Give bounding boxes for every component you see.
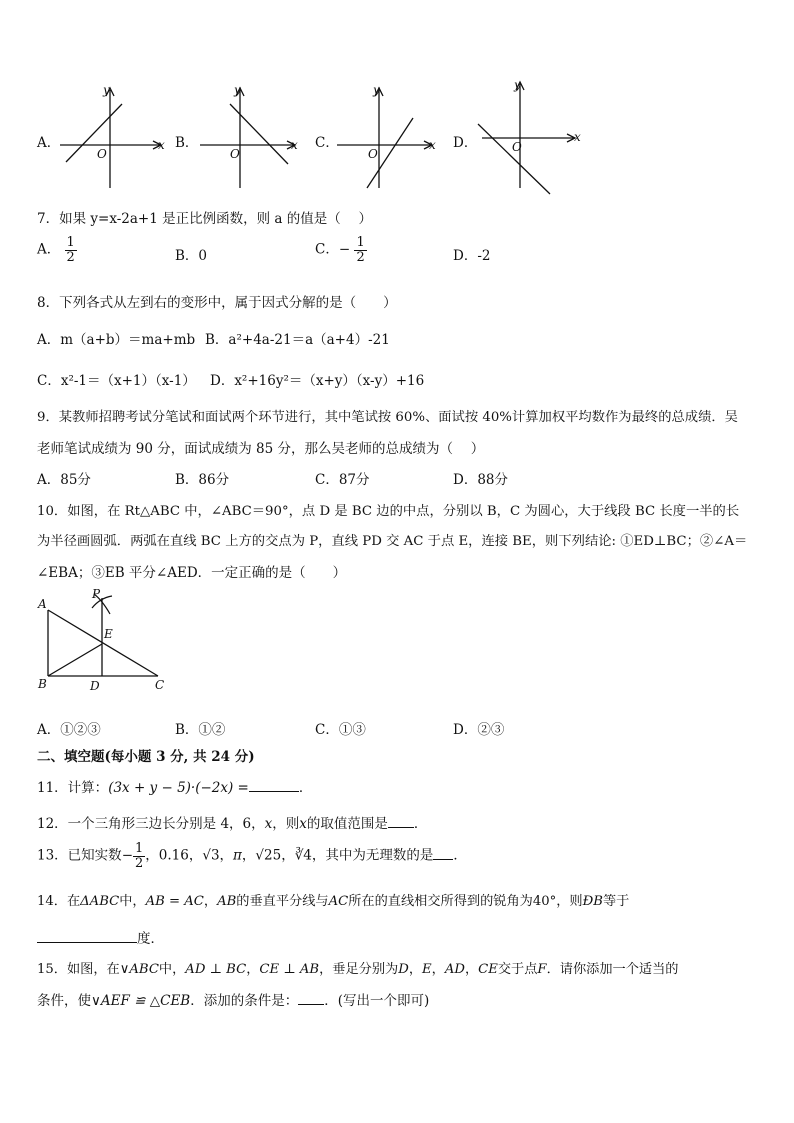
q6-graph-d <box>474 76 584 196</box>
q6-option-a-letter: A． <box>37 135 61 151</box>
q13-fraction: $\frac{1}{2}$ <box>135 841 144 871</box>
q6-option-c-letter: C． <box>315 135 339 151</box>
segment-be <box>48 644 102 676</box>
q15-line-2: 条件，使∨AEF ≌ △CEB．添加的条件是： ．(写出一个即可) <box>37 993 430 1009</box>
q9-option-d: D．88分 <box>453 472 509 488</box>
q8-option-b: B．a²+4a-21＝a（a+4）-21 <box>205 332 390 348</box>
q11-expression: (3x + y − 5)·(−2x) = <box>108 780 249 796</box>
q9-line-2: 老师笔试成绩为 90 分，面试成绩为 85 分，那么吴老师的总成绩为（ ） <box>37 441 485 457</box>
q14-line-1: 14．在ΔABC中，AB = AC，AB的垂直平分线与AC所在的直线相交所得到的锐角为40°，则ÐB等于 <box>37 894 630 909</box>
q10-option-a: A．①②③ <box>37 722 101 738</box>
label-c: C <box>155 678 165 692</box>
q10-option-c: C．①③ <box>315 722 366 738</box>
q9-option-b: B．86分 <box>175 472 230 488</box>
q12-answer-blank[interactable] <box>388 827 414 828</box>
graph-line <box>66 104 122 162</box>
q7-option-a-fraction: $\frac{1}{2}$ <box>66 235 75 265</box>
q8-option-a: A．m（a+b）＝ma+mb <box>37 332 196 348</box>
q6-graph-c <box>335 82 445 192</box>
q10-line-3: ∠EBA；③EB 平分∠AED．一定正确的是（ ） <box>37 565 347 581</box>
q7-stem: 7．如果 y=x-2a+1 是正比例函数，则 a 的值是（ ） <box>37 211 373 227</box>
q13: 13．已知实数− $\frac{1}{2}$ ，0.16，√3，π，√25，∛4，其中为无理数的是 ． <box>37 841 467 871</box>
q11-answer-blank[interactable] <box>249 791 299 792</box>
q11: 11．计算：(3x + y − 5)·(−2x) = ． <box>37 780 313 796</box>
q8-option-c: C．x²-1＝（x+1）（x-1） <box>37 373 196 389</box>
q6-graph-b <box>196 82 306 192</box>
q7-option-d: D．-2 <box>453 248 491 264</box>
q7-option-b: B．0 <box>175 248 208 264</box>
q7-option-c: C．− $\frac{1}{2}$ <box>315 235 365 265</box>
label-b: B <box>38 677 47 691</box>
q10-option-b: B．①② <box>175 722 226 738</box>
q10-option-d: D．②③ <box>453 722 505 738</box>
q7-option-c-fraction: $\frac{1}{2}$ <box>356 235 365 265</box>
label-p: P <box>92 587 101 601</box>
q9-option-a: A．85分 <box>37 472 91 488</box>
q8-stem: 8．下列各式从左到右的变形中，属于因式分解的是（ ） <box>37 295 397 311</box>
section-heading-fill-in: 二、填空题(每小题 3 分, 共 24 分) <box>37 749 255 765</box>
q10-line-1: 10．如图，在 Rt△ABC 中，∠ABC＝90°，点 D 是 BC 边的中点，分别以 B，C 为圆心，大于线段 BC 长度一半的长 <box>37 504 740 519</box>
q7-option-a: A． $\frac{1}{2}$ <box>37 235 75 265</box>
q9-line-1: 9．某教师招聘考试分笔试和面试两个环节进行，其中笔试按 60%、面试按 40%计算加权平均数作为最终的总成绩．吴 <box>37 410 738 425</box>
q6-graph-a <box>60 82 170 192</box>
q8-option-d: D．x²+16y²＝（x+y）（x-y）+16 <box>210 373 425 389</box>
q10-line-2: 为半径画圆弧．两弧在直线 BC 上方的交点为 P，直线 PD 交 AC 于点 E，连接 BE，则下列结论: ①ED⊥BC；②∠A＝ <box>37 534 748 549</box>
q12: 12．一个三角形三边长分别是 4，6，x，则x的取值范围是 ． <box>37 816 428 832</box>
q14-answer-blank[interactable] <box>37 942 137 943</box>
label-e: E <box>104 627 113 641</box>
q6-option-d-letter: D． <box>453 135 478 151</box>
q15-line-1: 15．如图，在∨ABC中，AD ⊥ BC，CE ⊥ AB，垂足分别为D，E，AD，CE交于点F．请你添加一个适当的 <box>37 962 679 977</box>
label-d: D <box>90 679 100 693</box>
q13-answer-blank[interactable] <box>433 859 453 860</box>
q9-option-c: C．87分 <box>315 472 370 488</box>
q6-option-b-letter: B． <box>175 135 199 151</box>
q14-line-2: 度． <box>37 927 164 947</box>
label-a: A <box>38 597 47 611</box>
q15-answer-blank[interactable] <box>298 1004 324 1005</box>
